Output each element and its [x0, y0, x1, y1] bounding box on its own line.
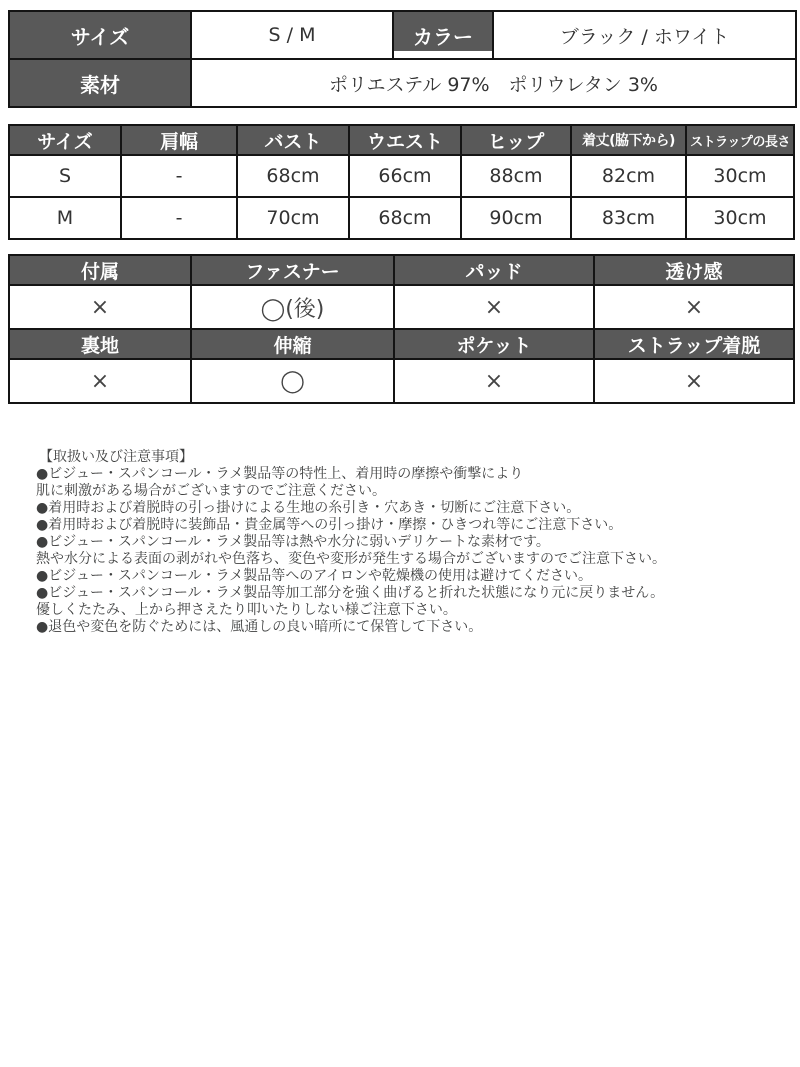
- size-chart-cell: 30cm: [686, 155, 794, 197]
- size-chart-cell: S: [9, 155, 121, 197]
- feature-header-sheerness: 透け感: [594, 255, 794, 285]
- size-chart-cell: 88cm: [461, 155, 571, 197]
- material-value-cell: ポリエステル 97% ポリウレタン 3%: [191, 59, 796, 107]
- handling-notes-section: [8, 449, 800, 636]
- note-line: 肌に刺激がある場合がございますのでご注意ください。: [36, 483, 386, 499]
- size-chart-header-strap: ストラップの長さ: [686, 125, 794, 155]
- size-chart-cell: 90cm: [461, 197, 571, 239]
- size-chart-cell: 83cm: [571, 197, 686, 239]
- feature-value-pocket: ×: [394, 359, 594, 403]
- feature-value-strap-detach: ×: [594, 359, 794, 403]
- feature-header-accessory: 付属: [9, 255, 191, 285]
- note-line: ●ビジュー・スパンコール・ラメ製品等加工部分を強く曲げると折れた状態になり元に戻りません。: [36, 585, 665, 601]
- size-chart-header-shoulder: 肩幅: [121, 125, 237, 155]
- color-label-cell: カラー: [393, 11, 493, 59]
- note-line: 熱や水分による表面の剥がれや色落ち、変色や変形が発生する場合がございますのでご注意下さい。: [36, 551, 666, 567]
- feature-header-lining: 裏地: [9, 329, 191, 359]
- color-value-cell: ブラック / ホワイト: [493, 11, 796, 59]
- features-header-row-2: [9, 329, 794, 359]
- features-header-row-1: [9, 255, 794, 285]
- size-chart-cell: 82cm: [571, 155, 686, 197]
- size-chart-cell: -: [121, 155, 237, 197]
- features-value-row-2: [9, 359, 794, 403]
- spec-row-material: [9, 59, 796, 107]
- size-chart-row-m: [9, 197, 794, 239]
- size-chart-header-bust: バスト: [237, 125, 349, 155]
- feature-value-lining: ×: [9, 359, 191, 403]
- feature-header-stretch: 伸縮: [191, 329, 394, 359]
- size-chart-cell: 30cm: [686, 197, 794, 239]
- note-line: ●ビジュー・スパンコール・ラメ製品等の特性上、着用時の摩擦や衝撃により: [36, 466, 524, 482]
- size-chart-header-waist: ウエスト: [349, 125, 461, 155]
- note-line: ●ビジュー・スパンコール・ラメ製品等は熱や水分に弱いデリケートな素材です。: [36, 534, 550, 550]
- feature-header-fastener: ファスナー: [191, 255, 394, 285]
- size-value-cell: S / M: [191, 11, 393, 59]
- size-chart-cell: 68cm: [237, 155, 349, 197]
- note-line: ●ビジュー・スパンコール・ラメ製品等へのアイロンや乾燥機の使用は避けてください。: [36, 568, 592, 584]
- feature-value-accessory: ×: [9, 285, 191, 329]
- size-chart-cell: 70cm: [237, 197, 349, 239]
- features-table: [8, 254, 795, 404]
- feature-header-strap-detach: ストラップ着脱: [594, 329, 794, 359]
- size-chart-cell: 66cm: [349, 155, 461, 197]
- note-line: ●着用時および着脱時の引っ掛けによる生地の糸引き・穴あき・切断にご注意下さい。: [36, 500, 581, 516]
- feature-value-fastener: ◯(後): [191, 285, 394, 329]
- feature-value-stretch: ◯: [191, 359, 394, 403]
- size-chart-header-size: サイズ: [9, 125, 121, 155]
- spec-row-size-color: [9, 11, 796, 59]
- spec-table: [8, 10, 797, 108]
- size-chart-header-row: [9, 125, 794, 155]
- features-value-row-1: [9, 285, 794, 329]
- size-chart-header-length: 着丈(脇下から): [571, 125, 686, 155]
- material-label-cell: 素材: [9, 59, 191, 107]
- note-line: ●退色や変色を防ぐためには、風通しの良い暗所にて保管して下さい。: [36, 619, 483, 635]
- size-chart-table: [8, 124, 795, 240]
- feature-value-sheerness: ×: [594, 285, 794, 329]
- note-line: ●着用時および着脱時に装飾品・貴金属等への引っ掛け・摩擦・ひきつれ等にご注意下さい。: [36, 517, 623, 533]
- size-chart-row-s: [9, 155, 794, 197]
- size-chart-cell: 68cm: [349, 197, 461, 239]
- note-line: 優しくたたみ、上から押さえたり叩いたりしない様ご注意下さい。: [36, 602, 457, 618]
- feature-value-pad: ×: [394, 285, 594, 329]
- feature-header-pocket: ポケット: [394, 329, 594, 359]
- notes-title: 【取扱い及び注意事項】: [39, 449, 193, 465]
- size-chart-cell: M: [9, 197, 121, 239]
- feature-header-pad: パッド: [394, 255, 594, 285]
- size-chart-header-hip: ヒップ: [461, 125, 571, 155]
- size-chart-cell: -: [121, 197, 237, 239]
- size-label-cell: サイズ: [9, 11, 191, 59]
